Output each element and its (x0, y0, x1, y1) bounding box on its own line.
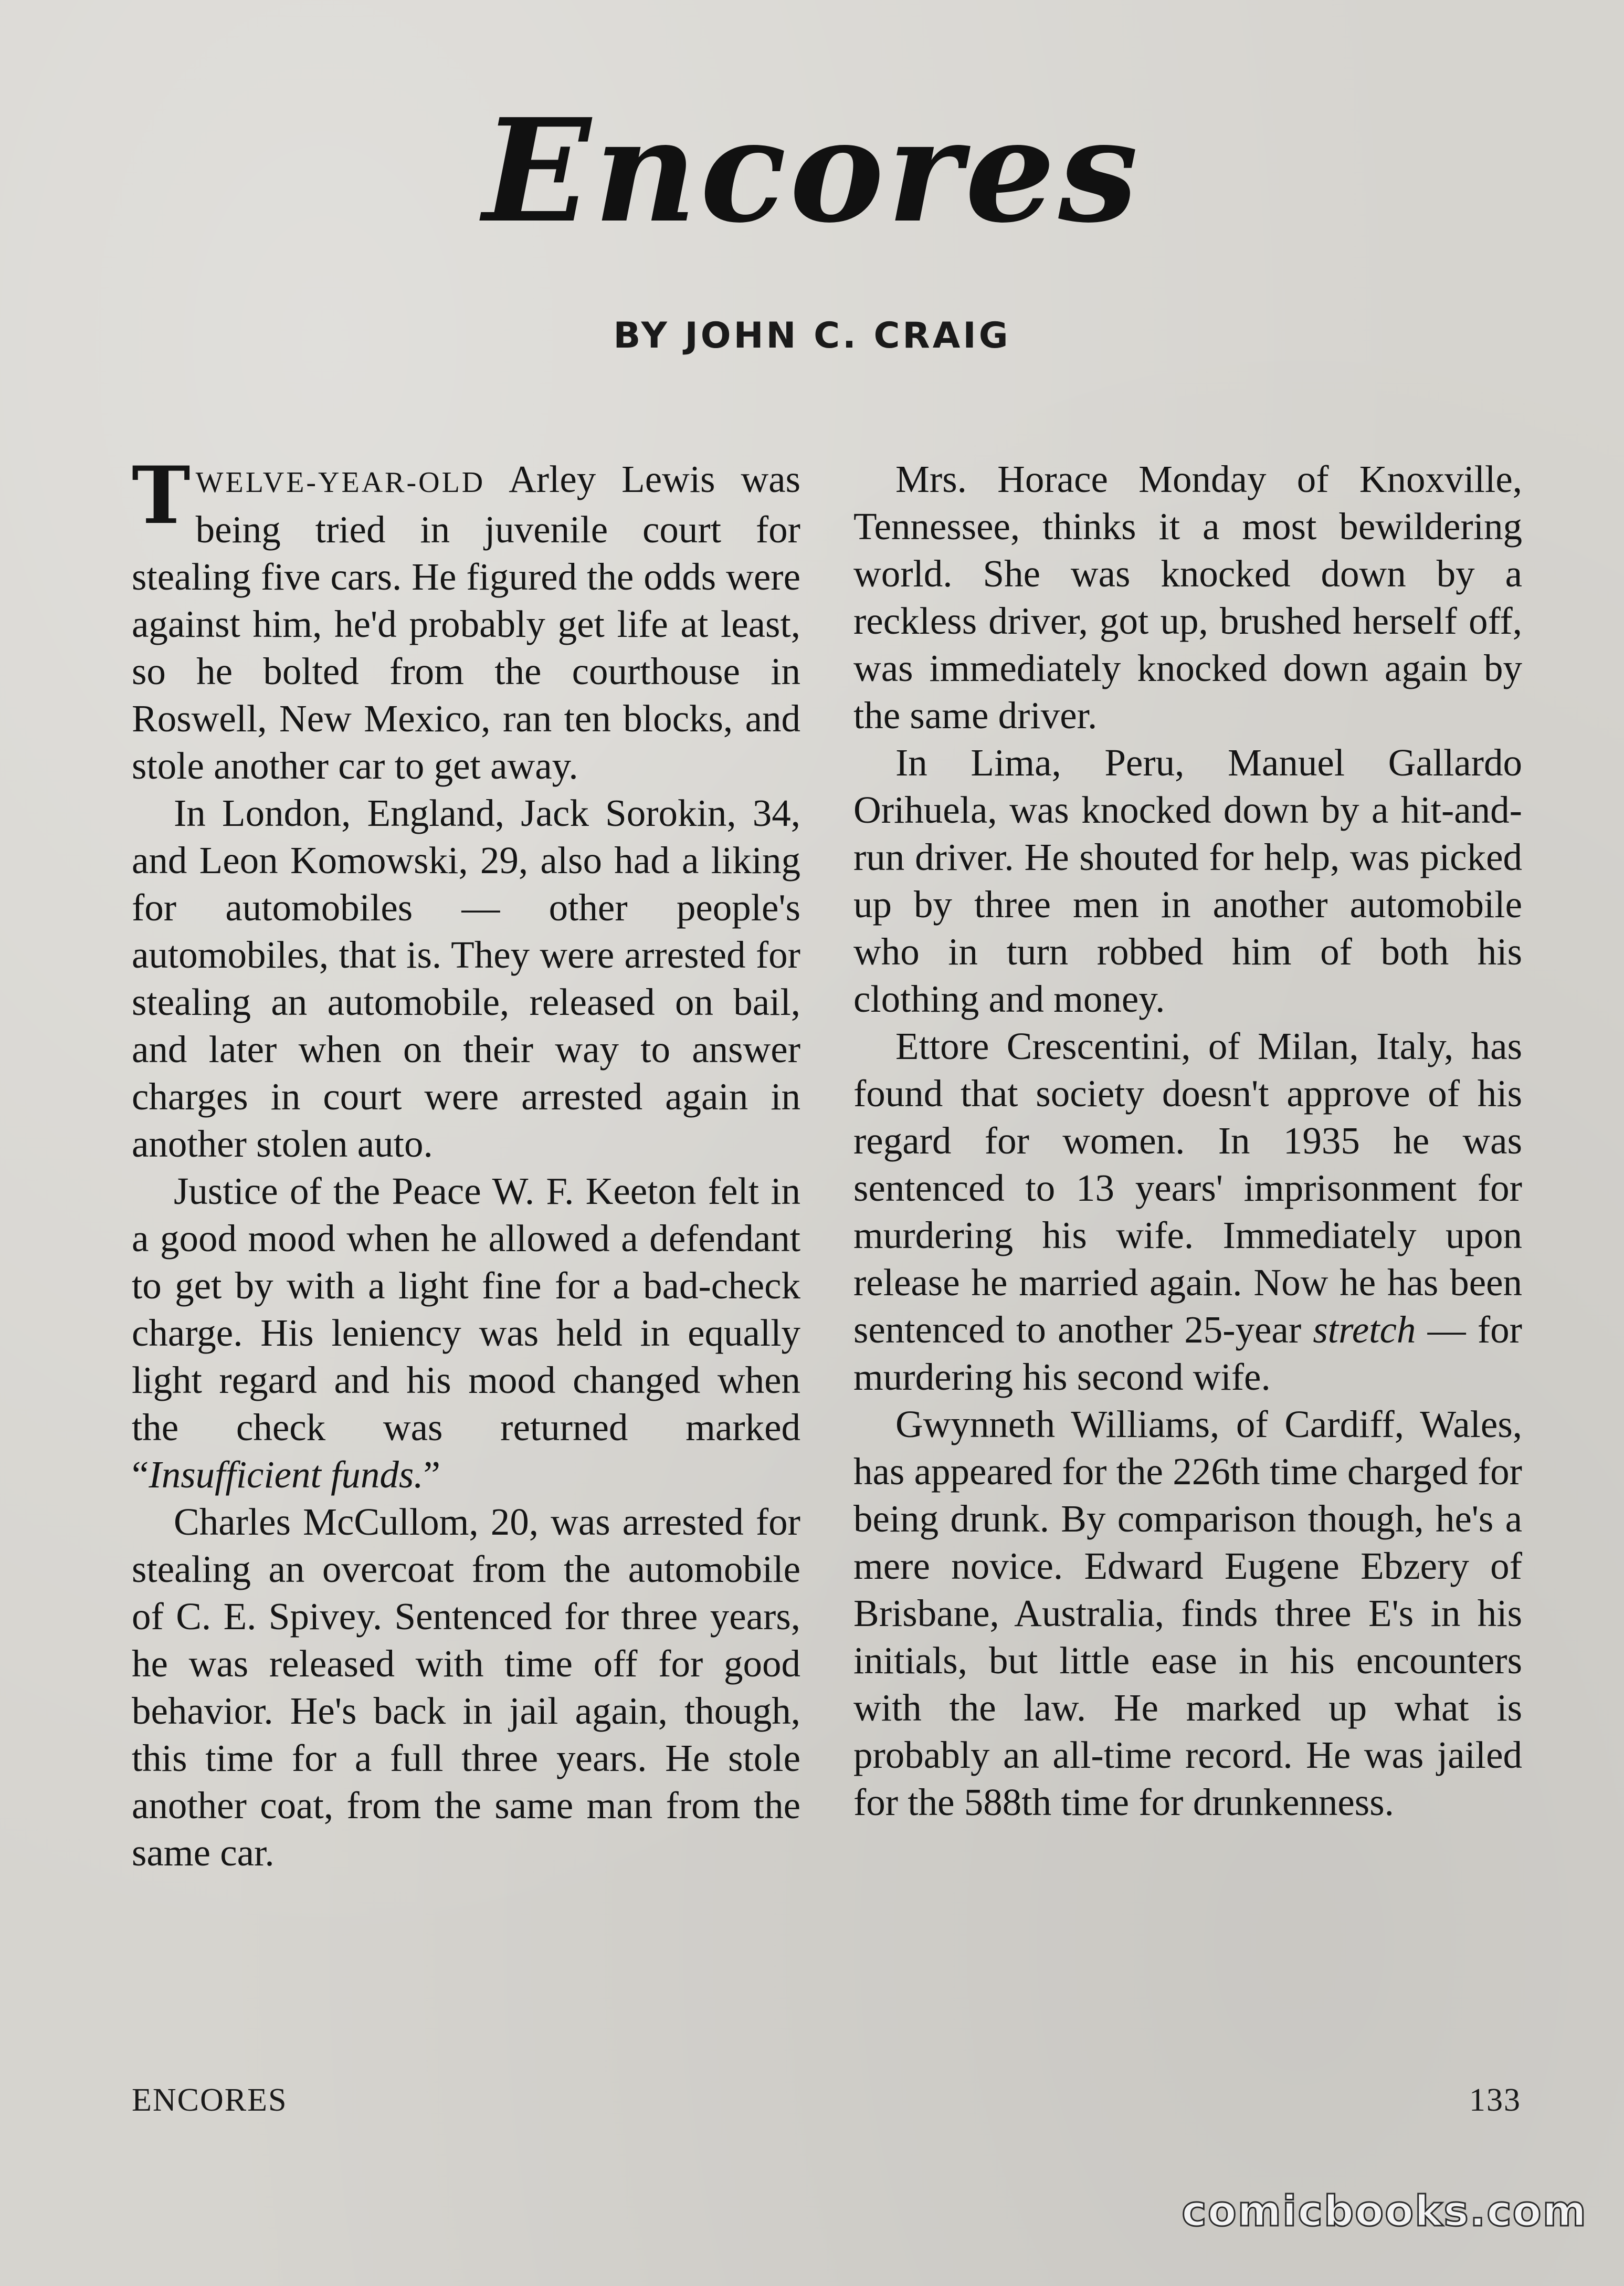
paragraph-5: Mrs. Horace Monday of Knoxville, Tennessee, thinks it a most bewildering world. She was knocked down by a reckless driver, got up, brushed herself off, was immediately knocked down again by the same driver. (853, 458, 1522, 737)
paragraph-7 (853, 1023, 1522, 1401)
right-column (853, 456, 1522, 1826)
paragraph-3-italic: Insufficient funds. (149, 1453, 424, 1496)
left-column (132, 449, 800, 1876)
paragraph-7-end: — for murdering his second wife. (853, 1308, 1522, 1398)
paragraph-6: In Lima, Peru, Manuel Gallardo Orihuela, was knocked down by a hit-and-run driver. He shouted for help, was picked up by three men in another automobile who in turn robbed him of both his clothing and money. (853, 741, 1522, 1020)
paragraph-3 (132, 1168, 800, 1498)
article-title: Encores (482, 87, 1142, 254)
watermark: comicbooks.com (1182, 2187, 1587, 2236)
paragraph-1 (132, 449, 800, 790)
lead-in-small-caps: WELVE-YEAR-OLD (195, 466, 486, 499)
paragraph-2: In London, England, Jack Sorokin, 34, and Leon Komowski, 29, also had a liking for automobiles — other people's automobiles, that is. They were arrested for stealing an automobile, released on bail, and later when on their way to answer charges in court were arrested again in another stolen auto. (132, 792, 800, 1165)
byline: BY JOHN C. CRAIG (613, 315, 1011, 356)
paragraph-7-italic: stretch (1313, 1308, 1416, 1351)
paragraph-3-text: Justice of the Peace W. F. Keeton felt in a good mood when he allowed a defendant to get by with a light fine for a bad-check charge. His leniency was held in equally light regard and his mood changed when the check was returned marked “ (132, 1170, 800, 1496)
paragraph-3-end: ” (423, 1453, 440, 1496)
paragraph-8: Gwynneth Williams, of Cardiff, Wales, has appeared for the 226th time charged for being drunk. By comparison though, he's a mere novice. Edward Eugene Ebzery of Brisbane, Australia, finds three E's in his initials, but little ease in his encounters with the law. He marked up what is probably an all-time record. He was jailed for the 588th time for drunkenness. (853, 1403, 1522, 1823)
page-number: 133 (1469, 2082, 1521, 2118)
paragraph-4: Charles McCullom, 20, was arrested for stealing an overcoat from the automobile of C. E. Spivey. Sentenced for three years, he was released with time off for good behavior. He's back in jail again, though, this time for a full three years. He stole another coat, from the same man from the same car. (132, 1501, 800, 1874)
paragraph-7-text: Ettore Crescentini, of Milan, Italy, has found that society doesn't approve of his regard for women. In 1935 he was sentenced to 13 years' imprisonment for murdering his wife. Immediately upon release he married again. Now he has been sentenced to another 25-year (853, 1025, 1522, 1351)
paragraph-1-text: Arley Lewis was being tried in juvenile court for stealing five cars. He figured the odds were against him, he'd probably get life at least, so he bolted from the courthouse in Roswell, New Mexico, ran ten blocks, and stole another car to get away. (132, 458, 800, 787)
footer-section-name: ENCORES (132, 2082, 288, 2118)
drop-cap: T (132, 449, 191, 542)
